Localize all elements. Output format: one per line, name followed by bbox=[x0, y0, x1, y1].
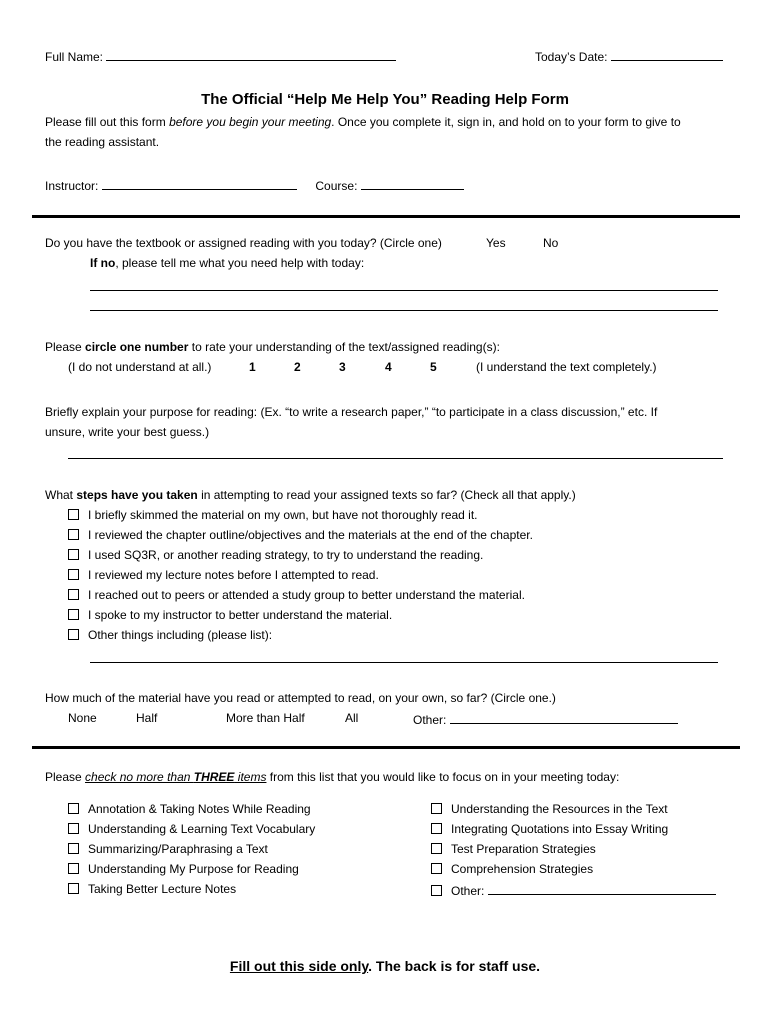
focus-checkbox[interactable] bbox=[431, 803, 442, 814]
rating-question: Please circle one number to rate your understanding of the text/assigned reading(s): bbox=[45, 340, 500, 354]
focus-checkbox[interactable] bbox=[68, 803, 79, 814]
instructor-field[interactable] bbox=[102, 177, 297, 190]
step-item: I spoke to my instructor to better understand the material. bbox=[68, 608, 392, 622]
purpose-answer-line[interactable] bbox=[68, 458, 723, 459]
focus-checkbox[interactable] bbox=[68, 863, 79, 874]
focus-item: Understanding My Purpose for Reading bbox=[68, 862, 299, 876]
steps-question: What steps have you taken in attempting to read your assigned texts so far? (Check all that apply.) bbox=[45, 488, 576, 502]
step-checkbox[interactable] bbox=[68, 569, 79, 580]
step-checkbox[interactable] bbox=[68, 549, 79, 560]
focus-item: Understanding & Learning Text Vocabulary bbox=[68, 822, 315, 836]
focus-checkbox[interactable] bbox=[431, 863, 442, 874]
amount-option-half[interactable]: Half bbox=[136, 711, 158, 725]
step-checkbox[interactable] bbox=[68, 529, 79, 540]
footer-note: Fill out this side only. The back is for staff use. bbox=[229, 958, 541, 974]
date-label: Today’s Date: bbox=[535, 50, 608, 64]
rating-low-label: (I do not understand at all.) bbox=[68, 360, 212, 374]
focus-item: Annotation & Taking Notes While Reading bbox=[68, 802, 311, 816]
focus-item: Test Preparation Strategies bbox=[431, 842, 596, 856]
focus-checkbox[interactable] bbox=[431, 823, 442, 834]
help-needed-line-2[interactable] bbox=[90, 310, 718, 311]
full-name-label: Full Name: bbox=[45, 50, 104, 64]
rating-number-4[interactable]: 4 bbox=[385, 360, 392, 374]
amount-other-label: Other: bbox=[413, 713, 447, 727]
focus-checkbox[interactable] bbox=[431, 885, 442, 896]
focus-checkbox[interactable] bbox=[431, 843, 442, 854]
step-item: I reviewed my lecture notes before I attempted to read. bbox=[68, 568, 379, 582]
course-field[interactable] bbox=[361, 177, 464, 190]
full-name-row bbox=[45, 48, 396, 64]
step-checkbox[interactable] bbox=[68, 629, 79, 640]
rating-number-3[interactable]: 3 bbox=[339, 360, 346, 374]
purpose-question-line-1: Briefly explain your purpose for reading: (Ex. “to write a research paper,” “to participate in a class discussion,” etc. If bbox=[45, 405, 658, 419]
rating-high-label: (I understand the text completely.) bbox=[476, 360, 657, 374]
instructor-row bbox=[45, 177, 464, 193]
section-divider bbox=[32, 215, 740, 218]
focus-item: Taking Better Lecture Notes bbox=[68, 882, 236, 896]
help-needed-line-1[interactable] bbox=[90, 290, 718, 291]
step-item: I used SQ3R, or another reading strategy, to try to understand the reading. bbox=[68, 548, 483, 562]
focus-item: Other: bbox=[431, 882, 716, 898]
amount-other-field[interactable] bbox=[450, 711, 678, 724]
step-item: I reached out to peers or attended a study group to better understand the material. bbox=[68, 588, 525, 602]
full-name-field[interactable] bbox=[106, 48, 396, 61]
focus-question: Please check no more than THREE items from this list that you would like to focus on in your meeting today: bbox=[45, 770, 620, 784]
focus-item: Comprehension Strategies bbox=[431, 862, 593, 876]
yes-option[interactable]: Yes bbox=[486, 236, 506, 250]
textbook-question: Do you have the textbook or assigned reading with you today? (Circle one) bbox=[45, 236, 442, 250]
focus-checkbox[interactable] bbox=[68, 883, 79, 894]
amount-question: How much of the material have you read or attempted to read, on your own, so far? (Circle one.) bbox=[45, 691, 556, 705]
step-checkbox[interactable] bbox=[68, 589, 79, 600]
focus-other-field[interactable] bbox=[488, 882, 716, 895]
focus-item: Summarizing/Paraphrasing a Text bbox=[68, 842, 268, 856]
intro-line-2: the reading assistant. bbox=[45, 135, 160, 149]
amount-other bbox=[413, 711, 678, 727]
instructor-label: Instructor: bbox=[45, 179, 99, 193]
rating-number-2[interactable]: 2 bbox=[294, 360, 301, 374]
section-divider bbox=[32, 746, 740, 749]
focus-item: Integrating Quotations into Essay Writing bbox=[431, 822, 668, 836]
step-item: Other things including (please list): bbox=[68, 628, 272, 642]
other-steps-line[interactable] bbox=[90, 662, 718, 663]
amount-option-more-than-half[interactable]: More than Half bbox=[226, 711, 305, 725]
step-item: I briefly skimmed the material on my own, but have not thoroughly read it. bbox=[68, 508, 478, 522]
course-label: Course: bbox=[315, 179, 358, 193]
if-no-prompt: If no, please tell me what you need help with today: bbox=[90, 256, 365, 270]
date-row bbox=[535, 48, 723, 64]
form-title: The Official “Help Me Help You” Reading Help Form bbox=[201, 91, 569, 108]
rating-number-1[interactable]: 1 bbox=[249, 360, 256, 374]
focus-item: Understanding the Resources in the Text bbox=[431, 802, 668, 816]
intro-line-1: Please fill out this form before you begin your meeting. Once you complete it, sign in, and hold on to your form to give to bbox=[45, 115, 681, 129]
date-field[interactable] bbox=[611, 48, 723, 61]
no-option[interactable]: No bbox=[543, 236, 559, 250]
purpose-question-line-2: unsure, write your best guess.) bbox=[45, 425, 210, 439]
step-checkbox[interactable] bbox=[68, 509, 79, 520]
step-item: I reviewed the chapter outline/objectives and the materials at the end of the chapter. bbox=[68, 528, 533, 542]
amount-option-none[interactable]: None bbox=[68, 711, 97, 725]
focus-checkbox[interactable] bbox=[68, 843, 79, 854]
rating-number-5[interactable]: 5 bbox=[430, 360, 437, 374]
amount-option-all[interactable]: All bbox=[345, 711, 359, 725]
focus-checkbox[interactable] bbox=[68, 823, 79, 834]
step-checkbox[interactable] bbox=[68, 609, 79, 620]
